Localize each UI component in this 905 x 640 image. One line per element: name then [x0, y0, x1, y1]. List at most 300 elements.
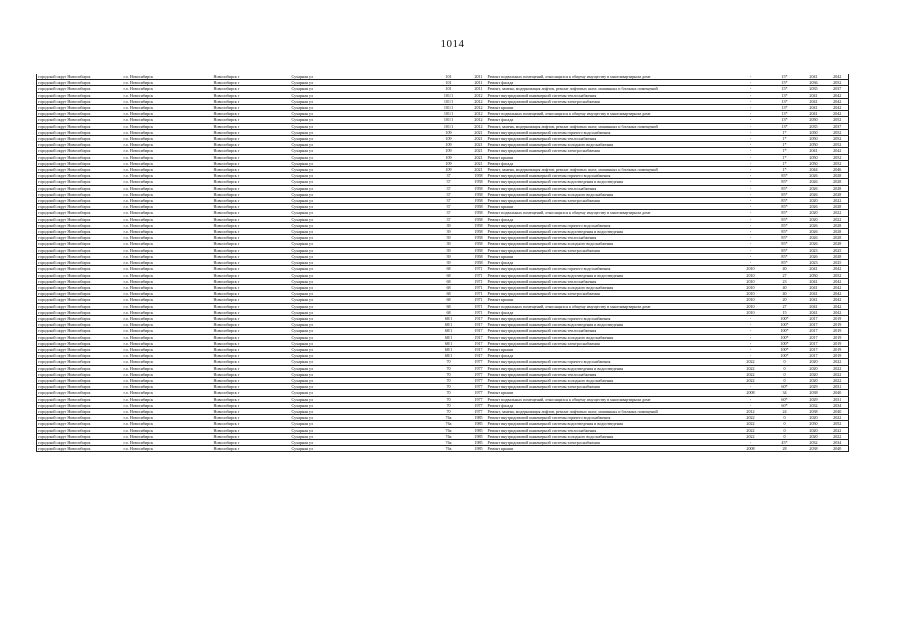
cell-street: Сухарная ул: [291, 160, 427, 166]
cell-municipality: г.о. Новосибирск: [123, 210, 213, 216]
cell-from: 2050: [801, 160, 827, 166]
cell-lastyear: -: [733, 191, 769, 197]
cell-city: Новосибирск г: [213, 74, 291, 80]
cell-year: 1917: [471, 328, 487, 334]
cell-from: 2026: [801, 253, 827, 259]
cell-wear: 27: [769, 303, 801, 309]
cell-street: Сухарная ул: [291, 191, 427, 197]
repair-schedule-table: [36, 74, 849, 452]
cell-wear: 40: [769, 291, 801, 297]
cell-from: 2032: [801, 402, 827, 408]
cell-year: 2012: [471, 123, 487, 129]
cell-to: 2028: [827, 204, 849, 210]
cell-house: 68/1: [427, 346, 471, 352]
cell-lastyear: -: [733, 74, 769, 80]
cell-to: 2034: [827, 402, 849, 408]
cell-house: 68: [427, 303, 471, 309]
cell-house: 39: [427, 222, 471, 228]
cell-to: 2037: [827, 123, 849, 129]
cell-desc: Ремонт, замена, модернизация лифтов, ремонт лифтовых шахт, машинных и блочных помещений: [487, 167, 733, 173]
cell-year: 1977: [471, 390, 487, 396]
cell-street: Сухарная ул: [291, 111, 427, 117]
cell-year: 1971: [471, 291, 487, 297]
cell-city: Новосибирск г: [213, 154, 291, 160]
cell-lastyear: -: [733, 160, 769, 166]
cell-to: 2022: [827, 415, 849, 421]
cell-city: Новосибирск г: [213, 439, 291, 445]
cell-municipality: г.о. Новосибирск: [123, 123, 213, 129]
cell-year: 1958: [471, 204, 487, 210]
cell-lastyear: -: [733, 148, 769, 154]
cell-year: 1958: [471, 216, 487, 222]
cell-year: 1917: [471, 353, 487, 359]
cell-to: 2028: [827, 185, 849, 191]
cell-year: 1971: [471, 309, 487, 315]
cell-lastyear: 2022: [733, 377, 769, 383]
cell-lastyear: -: [733, 185, 769, 191]
cell-house: 70: [427, 402, 471, 408]
cell-desc: Ремонт внутридомовой инженерной системы холодного водоснабжения: [487, 433, 733, 439]
cell-lastyear: -: [733, 105, 769, 111]
cell-lastyear: -: [733, 260, 769, 266]
cell-district: городской округ Новосибирск: [37, 365, 123, 371]
cell-wear: 15*: [769, 86, 801, 92]
cell-wear: 85*: [769, 222, 801, 228]
cell-municipality: г.о. Новосибирск: [123, 142, 213, 148]
cell-lastyear: -: [733, 123, 769, 129]
cell-year: 1977: [471, 402, 487, 408]
cell-year: 1977: [471, 377, 487, 383]
cell-municipality: г.о. Новосибирск: [123, 266, 213, 272]
cell-lastyear: -: [733, 111, 769, 117]
cell-street: Сухарная ул: [291, 359, 427, 365]
cell-street: Сухарная ул: [291, 433, 427, 439]
cell-year: 1977: [471, 371, 487, 377]
cell-street: Сухарная ул: [291, 309, 427, 315]
cell-lastyear: 2022: [733, 365, 769, 371]
cell-from: 2032: [801, 439, 827, 445]
cell-from: 2020: [801, 216, 827, 222]
cell-wear: 0: [769, 365, 801, 371]
cell-house: 68/1: [427, 340, 471, 346]
cell-municipality: г.о. Новосибирск: [123, 86, 213, 92]
cell-municipality: г.о. Новосибирск: [123, 92, 213, 98]
cell-district: городской округ Новосибирск: [37, 111, 123, 117]
cell-house: 68: [427, 309, 471, 315]
cell-city: Новосибирск г: [213, 377, 291, 383]
cell-desc: Ремонт крыши: [487, 204, 733, 210]
cell-wear: 1*: [769, 154, 801, 160]
cell-street: Сухарная ул: [291, 136, 427, 142]
cell-lastyear: 2010: [733, 284, 769, 290]
cell-from: 2041: [801, 303, 827, 309]
cell-wear: 60*: [769, 402, 801, 408]
cell-street: Сухарная ул: [291, 241, 427, 247]
cell-to: 2042: [827, 92, 849, 98]
cell-municipality: г.о. Новосибирск: [123, 198, 213, 204]
cell-municipality: г.о. Новосибирск: [123, 216, 213, 222]
cell-lastyear: -: [733, 117, 769, 123]
cell-city: Новосибирск г: [213, 408, 291, 414]
cell-district: городской округ Новосибирск: [37, 86, 123, 92]
cell-wear: 13*: [769, 105, 801, 111]
cell-district: городской округ Новосибирск: [37, 74, 123, 80]
cell-from: 2041: [801, 105, 827, 111]
cell-from: 2041: [801, 284, 827, 290]
cell-lastyear: 2010: [733, 266, 769, 272]
cell-desc: Ремонт подвальных помещений, относящихся к общему имуществу в многоквартирном доме: [487, 396, 733, 402]
cell-municipality: г.о. Новосибирск: [123, 328, 213, 334]
cell-wear: 1*: [769, 129, 801, 135]
cell-desc: Ремонт внутридомовой инженерной системы электроснабжения: [487, 291, 733, 297]
cell-year: 1971: [471, 278, 487, 284]
cell-year: 1958: [471, 185, 487, 191]
cell-to: 2052: [827, 136, 849, 142]
cell-to: 2022: [827, 427, 849, 433]
cell-from: 2017: [801, 322, 827, 328]
cell-year: 1971: [471, 266, 487, 272]
cell-from: 2041: [801, 92, 827, 98]
cell-street: Сухарная ул: [291, 427, 427, 433]
cell-lastyear: 2010: [733, 309, 769, 315]
cell-to: 2019: [827, 353, 849, 359]
cell-city: Новосибирск г: [213, 117, 291, 123]
cell-street: Сухарная ул: [291, 229, 427, 235]
cell-municipality: г.о. Новосибирск: [123, 253, 213, 259]
cell-lastyear: -: [733, 92, 769, 98]
cell-desc: Ремонт подвальных помещений, относящихся к общему имуществу в многоквартирном доме: [487, 74, 733, 80]
cell-district: городской округ Новосибирск: [37, 340, 123, 346]
cell-from: 2020: [801, 365, 827, 371]
cell-municipality: г.о. Новосибирск: [123, 303, 213, 309]
cell-lastyear: 2022: [733, 415, 769, 421]
cell-municipality: г.о. Новосибирск: [123, 148, 213, 154]
cell-street: Сухарная ул: [291, 204, 427, 210]
cell-municipality: г.о. Новосибирск: [123, 241, 213, 247]
cell-district: городской округ Новосибирск: [37, 98, 123, 104]
cell-from: 2026: [801, 204, 827, 210]
cell-year: 2021: [471, 167, 487, 173]
cell-to: 2019: [827, 334, 849, 340]
cell-house: 109: [427, 148, 471, 154]
cell-lastyear: 2022: [733, 433, 769, 439]
cell-wear: 0: [769, 371, 801, 377]
cell-street: Сухарная ул: [291, 353, 427, 359]
cell-to: 2019: [827, 328, 849, 334]
cell-house: 68/1: [427, 328, 471, 334]
cell-lastyear: 2010: [733, 303, 769, 309]
cell-street: Сухарная ул: [291, 421, 427, 427]
cell-district: городской округ Новосибирск: [37, 154, 123, 160]
cell-district: городской округ Новосибирск: [37, 136, 123, 142]
cell-to: 2022: [827, 210, 849, 216]
cell-wear: 40: [769, 266, 801, 272]
cell-district: городской округ Новосибирск: [37, 216, 123, 222]
cell-from: 2017: [801, 334, 827, 340]
cell-year: 1985: [471, 433, 487, 439]
cell-wear: 23: [769, 278, 801, 284]
cell-municipality: г.о. Новосибирск: [123, 222, 213, 228]
cell-city: Новосибирск г: [213, 359, 291, 365]
cell-city: Новосибирск г: [213, 86, 291, 92]
cell-district: городской округ Новосибирск: [37, 346, 123, 352]
cell-street: Сухарная ул: [291, 384, 427, 390]
cell-year: 1917: [471, 315, 487, 321]
cell-house: 76а: [427, 433, 471, 439]
cell-to: 2042: [827, 98, 849, 104]
cell-district: городской округ Новосибирск: [37, 315, 123, 321]
cell-district: городской округ Новосибирск: [37, 322, 123, 328]
cell-to: 2042: [827, 297, 849, 303]
cell-district: городской округ Новосибирск: [37, 384, 123, 390]
cell-house: 68: [427, 278, 471, 284]
cell-from: 2026: [801, 179, 827, 185]
cell-year: 1977: [471, 408, 487, 414]
cell-year: 1958: [471, 260, 487, 266]
cell-wear: 1*: [769, 167, 801, 173]
cell-from: 2020: [801, 210, 827, 216]
cell-wear: 13*: [769, 92, 801, 98]
cell-house: 101: [427, 86, 471, 92]
cell-house: 37: [427, 198, 471, 204]
cell-from: 2026: [801, 235, 827, 241]
cell-street: Сухарная ул: [291, 142, 427, 148]
cell-district: городской округ Новосибирск: [37, 191, 123, 197]
cell-wear: 40: [769, 284, 801, 290]
cell-municipality: г.о. Новосибирск: [123, 173, 213, 179]
cell-house: 101/1: [427, 105, 471, 111]
cell-lastyear: -: [733, 216, 769, 222]
cell-house: 76а: [427, 439, 471, 445]
cell-district: городской округ Новосибирск: [37, 222, 123, 228]
cell-street: Сухарная ул: [291, 408, 427, 414]
cell-municipality: г.о. Новосибирск: [123, 167, 213, 173]
cell-to: 2019: [827, 346, 849, 352]
cell-desc: Ремонт внутридомовой инженерной системы холодного водоснабжения: [487, 284, 733, 290]
cell-street: Сухарная ул: [291, 402, 427, 408]
cell-to: 2022: [827, 359, 849, 365]
cell-desc: Ремонт внутридомовой инженерной системы теплоснабжения: [487, 235, 733, 241]
cell-wear: 100*: [769, 340, 801, 346]
cell-district: городской округ Новосибирск: [37, 247, 123, 253]
cell-lastyear: 2022: [733, 421, 769, 427]
cell-desc: Ремонт внутридомовой инженерной системы водоотведения и водоотведения: [487, 229, 733, 235]
cell-from: 2020: [801, 427, 827, 433]
cell-year: 1958: [471, 235, 487, 241]
cell-municipality: г.о. Новосибирск: [123, 80, 213, 86]
cell-wear: 0: [769, 433, 801, 439]
cell-desc: Ремонт фасада: [487, 402, 733, 408]
cell-district: городской округ Новосибирск: [37, 167, 123, 173]
cell-wear: 34: [769, 390, 801, 396]
cell-lastyear: 2008: [733, 446, 769, 452]
cell-lastyear: -: [733, 80, 769, 86]
cell-wear: 100*: [769, 322, 801, 328]
cell-year: 2011: [471, 80, 487, 86]
cell-to: 2042: [827, 111, 849, 117]
cell-street: Сухарная ул: [291, 98, 427, 104]
cell-desc: Ремонт внутридомовой инженерной системы горячего водоснабжения: [487, 173, 733, 179]
cell-from: 2023: [801, 260, 827, 266]
cell-city: Новосибирск г: [213, 346, 291, 352]
cell-house: 37: [427, 204, 471, 210]
cell-desc: Ремонт фасада: [487, 309, 733, 315]
cell-year: 1977: [471, 365, 487, 371]
cell-year: 1958: [471, 179, 487, 185]
cell-municipality: г.о. Новосибирск: [123, 98, 213, 104]
cell-district: городской округ Новосибирск: [37, 303, 123, 309]
cell-wear: 100*: [769, 346, 801, 352]
cell-to: 2019: [827, 315, 849, 321]
cell-year: 1971: [471, 297, 487, 303]
cell-house: 101: [427, 80, 471, 86]
cell-lastyear: -: [733, 384, 769, 390]
cell-year: 2012: [471, 98, 487, 104]
cell-year: 2021: [471, 129, 487, 135]
cell-wear: 0: [769, 421, 801, 427]
cell-district: городской округ Новосибирск: [37, 260, 123, 266]
cell-desc: Ремонт внутридомовой инженерной системы теплоснабжения: [487, 371, 733, 377]
cell-from: 2041: [801, 309, 827, 315]
cell-desc: Ремонт крыши: [487, 105, 733, 111]
cell-district: городской округ Новосибирск: [37, 446, 123, 452]
cell-lastyear: -: [733, 328, 769, 334]
cell-from: 2020: [801, 371, 827, 377]
cell-city: Новосибирск г: [213, 191, 291, 197]
cell-to: 2052: [827, 160, 849, 166]
cell-street: Сухарная ул: [291, 278, 427, 284]
cell-street: Сухарная ул: [291, 123, 427, 129]
cell-district: городской округ Новосибирск: [37, 129, 123, 135]
cell-from: 2038: [801, 390, 827, 396]
cell-lastyear: 2010: [733, 291, 769, 297]
cell-street: Сухарная ул: [291, 86, 427, 92]
cell-to: 2042: [827, 309, 849, 315]
cell-year: 1971: [471, 303, 487, 309]
cell-wear: 24: [769, 408, 801, 414]
cell-municipality: г.о. Новосибирск: [123, 371, 213, 377]
cell-city: Новосибирск г: [213, 396, 291, 402]
cell-city: Новосибирск г: [213, 253, 291, 259]
cell-city: Новосибирск г: [213, 167, 291, 173]
cell-lastyear: -: [733, 179, 769, 185]
cell-house: 68: [427, 272, 471, 278]
cell-desc: Ремонт внутридомовой инженерной системы горячего водоснабжения: [487, 415, 733, 421]
cell-from: 2020: [801, 415, 827, 421]
cell-wear: 85*: [769, 198, 801, 204]
cell-year: 2012: [471, 105, 487, 111]
cell-year: 1971: [471, 272, 487, 278]
cell-city: Новосибирск г: [213, 129, 291, 135]
cell-lastyear: -: [733, 154, 769, 160]
cell-district: городской округ Новосибирск: [37, 415, 123, 421]
cell-desc: Ремонт внутридомовой инженерной системы теплоснабжения: [487, 185, 733, 191]
cell-lastyear: -: [733, 315, 769, 321]
cell-house: 109: [427, 142, 471, 148]
cell-wear: 100*: [769, 315, 801, 321]
cell-street: Сухарная ул: [291, 210, 427, 216]
cell-from: 2020: [801, 198, 827, 204]
cell-wear: 85*: [769, 260, 801, 266]
cell-desc: Ремонт внутридомовой инженерной системы водоотведения и водоотведения: [487, 365, 733, 371]
cell-desc: Ремонт фасада: [487, 160, 733, 166]
cell-municipality: г.о. Новосибирск: [123, 160, 213, 166]
cell-city: Новосибирск г: [213, 291, 291, 297]
cell-house: 37: [427, 210, 471, 216]
cell-from: 2050: [801, 136, 827, 142]
cell-street: Сухарная ул: [291, 173, 427, 179]
cell-year: 1977: [471, 384, 487, 390]
cell-house: 68/1: [427, 322, 471, 328]
cell-house: 109: [427, 154, 471, 160]
cell-lastyear: -: [733, 340, 769, 346]
cell-district: городской округ Новосибирск: [37, 117, 123, 123]
cell-house: 76а: [427, 446, 471, 452]
cell-street: Сухарная ул: [291, 216, 427, 222]
cell-municipality: г.о. Новосибирск: [123, 384, 213, 390]
cell-street: Сухарная ул: [291, 291, 427, 297]
cell-to: 2028: [827, 173, 849, 179]
cell-from: 2017: [801, 353, 827, 359]
cell-to: 2019: [827, 340, 849, 346]
cell-to: 2028: [827, 229, 849, 235]
cell-year: 2011: [471, 74, 487, 80]
cell-from: 2036: [801, 80, 827, 86]
cell-to: 2022: [827, 198, 849, 204]
cell-lastyear: -: [733, 353, 769, 359]
cell-lastyear: -: [733, 235, 769, 241]
cell-district: городской округ Новосибирск: [37, 433, 123, 439]
cell-to: 2052: [827, 272, 849, 278]
cell-desc: Ремонт крыши: [487, 297, 733, 303]
cell-wear: 1*: [769, 160, 801, 166]
cell-city: Новосибирск г: [213, 210, 291, 216]
cell-desc: Ремонт внутридомовой инженерной системы горячего водоснабжения: [487, 359, 733, 365]
cell-city: Новосибирск г: [213, 322, 291, 328]
cell-house: 109: [427, 129, 471, 135]
cell-wear: 15*: [769, 80, 801, 86]
cell-street: Сухарная ул: [291, 148, 427, 154]
cell-year: 2021: [471, 148, 487, 154]
cell-house: 68: [427, 266, 471, 272]
cell-house: 37: [427, 185, 471, 191]
cell-district: городской округ Новосибирск: [37, 291, 123, 297]
cell-district: городской округ Новосибирск: [37, 92, 123, 98]
cell-year: 1917: [471, 334, 487, 340]
cell-district: городской округ Новосибирск: [37, 142, 123, 148]
cell-to: 2052: [827, 129, 849, 135]
cell-lastyear: 2010: [733, 278, 769, 284]
cell-desc: Ремонт внутридомовой инженерной системы теплоснабжения: [487, 427, 733, 433]
cell-district: городской округ Новосибирск: [37, 179, 123, 185]
cell-street: Сухарная ул: [291, 247, 427, 253]
cell-municipality: г.о. Новосибирск: [123, 111, 213, 117]
cell-wear: 85*: [769, 185, 801, 191]
cell-city: Новосибирск г: [213, 315, 291, 321]
cell-house: 68/1: [427, 353, 471, 359]
cell-street: Сухарная ул: [291, 334, 427, 340]
cell-city: Новосибирск г: [213, 260, 291, 266]
cell-city: Новосибирск г: [213, 340, 291, 346]
cell-street: Сухарная ул: [291, 222, 427, 228]
cell-municipality: г.о. Новосибирск: [123, 74, 213, 80]
cell-street: Сухарная ул: [291, 129, 427, 135]
cell-wear: 20: [769, 297, 801, 303]
cell-house: 39: [427, 235, 471, 241]
cell-year: 1917: [471, 346, 487, 352]
cell-city: Новосибирск г: [213, 123, 291, 129]
cell-desc: Ремонт внутридомовой инженерной системы холодного водоснабжения: [487, 142, 733, 148]
